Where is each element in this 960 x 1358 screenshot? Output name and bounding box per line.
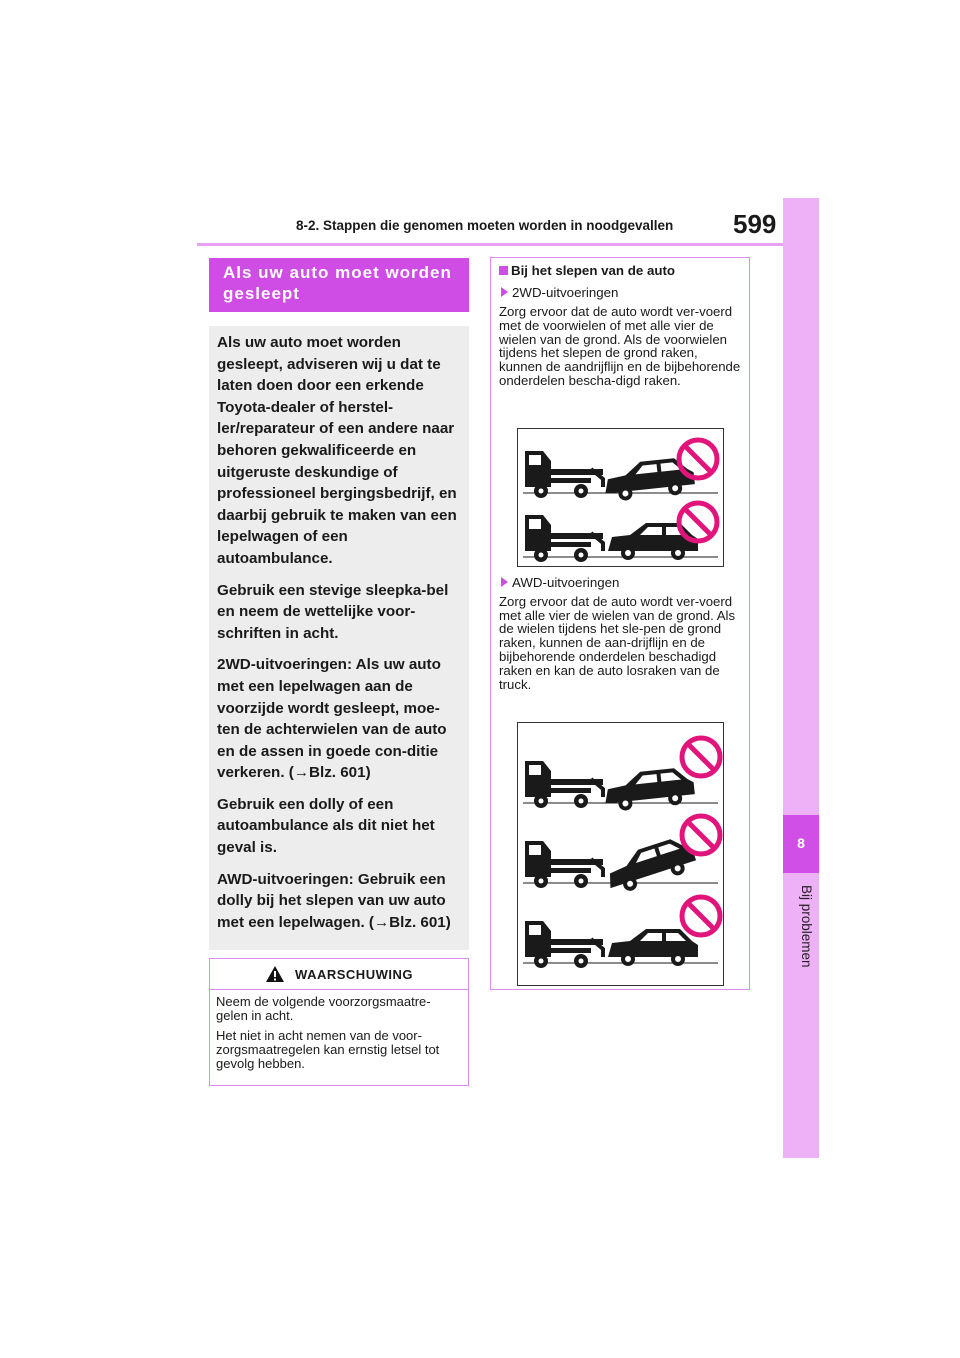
intro-paragraph: Gebruik een dolly of een autoambulance als dit niet het geval is. — [217, 795, 435, 857]
triangle-bullet-icon — [501, 577, 508, 587]
towing-figure-2wd — [517, 428, 724, 567]
warning-header — [210, 959, 468, 990]
towing-heading: Bij het slepen van de auto — [499, 263, 742, 279]
intro-paragraph: 2WD-uitvoeringen: Als uw auto met een lepelwagen aan de voorzijde wordt gesleept, moe-ten de achterwielen van de auto en de assen in goede con-ditie verkeren. (→Blz. 601) — [217, 656, 447, 782]
warning-title: WAARSCHUWING — [295, 966, 413, 982]
running-header: 8-2. Stappen die genomen moeten worden in noodgevallen — [296, 218, 674, 233]
warning-box — [209, 958, 469, 1086]
section-heading: Als uw auto moet worden gesleept — [209, 258, 469, 312]
variant-text-awd: Zorg ervoor dat de auto wordt ver-voerd met alle vier de wielen van de grond. Als de wielen tijdens het sle-pen de grond raken, kunnen de aan-drijflijn en de bijbehorende onderdelen beschadigd raken en kan de auto losraken van de truck. — [499, 593, 736, 692]
warning-paragraph: Het niet in acht nemen van de voor-zorgsmaatregelen kan ernstig letsel tot gevolg hebben. — [216, 1028, 440, 1071]
warning-triangle-icon — [265, 965, 285, 983]
page-number: 599 — [733, 209, 777, 239]
chapter-number: 8 — [797, 835, 805, 851]
intro-paragraph: AWD-uitvoeringen: Gebruik een dolly bij het slepen van uw auto met een lepelwagen. (→Blz. 601) — [217, 870, 451, 931]
prohibition-icon — [682, 897, 720, 935]
variant-text-2wd: Zorg ervoor dat de auto wordt ver-voerd met de voorwielen of met alle vier de wielen van de grond. Als de voorwielen tijdens het slepen de grond raken, kunnen de aandrijflijn en de bijbehorende onderdelen bescha-digd raken. — [499, 304, 741, 388]
towing-figure-awd — [517, 722, 724, 986]
variant-label-awd: AWD-uitvoeringen — [499, 575, 742, 591]
prohibition-icon — [679, 503, 717, 541]
prohibition-icon — [682, 816, 720, 854]
chapter-label: Bij problemen — [799, 885, 814, 968]
variant-label-2wd: 2WD-uitvoeringen — [499, 285, 742, 301]
prohibition-icon — [679, 440, 717, 478]
header-rule — [197, 243, 787, 246]
square-bullet-icon — [499, 266, 508, 275]
intro-paragraph: Gebruik een stevige sleepka-bel en neem de wettelijke voor-schriften in acht. — [217, 581, 449, 642]
prohibition-icon — [682, 738, 720, 776]
triangle-bullet-icon — [501, 287, 508, 297]
warning-paragraph: Neem de volgende voorzorgsmaatre-gelen in acht. — [216, 994, 431, 1023]
intro-box — [209, 326, 469, 950]
intro-paragraph: Als uw auto moet worden gesleept, adviseren wij u dat te laten doen door een erkende Toyota-dealer of herstel-ler/reparateur of een andere naar behoren gekwalificeerde en uitgeruste deskundige of professioneel bergingsbedrijf, en daarbij gebruik te maken van een lepelwagen of een autoambulance. — [217, 334, 457, 567]
warning-body — [210, 990, 468, 1071]
